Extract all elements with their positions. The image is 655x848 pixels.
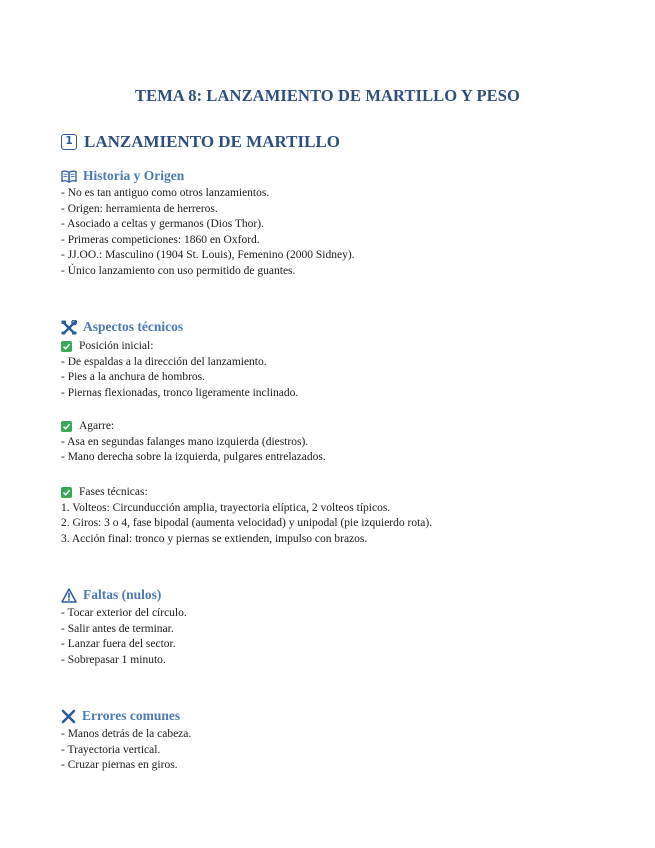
list-item: - Trayectoria vertical. [61, 743, 161, 756]
historia-list [61, 186, 355, 280]
list-item: 3. Acción final: tronco y piernas se extienden, impulso con brazos. [61, 532, 368, 545]
check-mark-icon [61, 487, 72, 498]
posicion-label: Posición inicial: [79, 340, 154, 352]
section-heading-text: LANZAMIENTO DE MARTILLO [84, 132, 341, 151]
errores-heading-text: Errores comunes [82, 708, 181, 723]
aspectos-heading-text: Aspectos técnicos [83, 319, 184, 334]
faltas-heading [61, 587, 161, 603]
list-item: - Sobrepasar 1 minuto. [61, 653, 166, 666]
list-item: - Piernas flexionadas, tronco ligeramente inclinado. [61, 386, 299, 399]
historia-heading-text: Historia y Origen [83, 168, 185, 183]
list-item: - Cruzar piernas en giros. [61, 759, 178, 772]
fases-label: Fases técnicas: [79, 486, 148, 498]
tools-icon [61, 320, 77, 335]
faltas-list [61, 606, 187, 668]
fases-block [61, 485, 432, 547]
list-item: - De espaldas a la dirección del lanzamiento. [61, 355, 267, 368]
posicion-block [61, 339, 298, 401]
agarre-label: Agarre: [79, 420, 115, 432]
cross-icon [61, 709, 76, 724]
list-item: - Mano derecha sobre la izquierda, pulgares entrelazados. [61, 451, 326, 464]
list-item: - Pies a la anchura de hombros. [61, 371, 206, 384]
list-item: - Asociado a celtas y germanos (Dios Thor). [61, 218, 264, 231]
keycap-number-icon: 1 [61, 134, 77, 150]
fases-label-row [61, 485, 432, 501]
errores-heading [61, 708, 180, 724]
aspectos-heading [61, 319, 183, 335]
errores-list [61, 727, 191, 774]
document-title: TEMA 8: LANZAMIENTO DE MARTILLO Y PESO [135, 86, 520, 105]
list-item: - Origen: herramienta de herreros. [61, 202, 218, 215]
book-icon [61, 170, 77, 183]
section-heading [61, 132, 340, 152]
list-item: - JJ.OO.: Masculino (1904 St. Louis), Femenino (2000 Sidney). [61, 249, 355, 262]
list-item: - Salir antes de terminar. [61, 622, 174, 635]
list-item: 2. Giros: 3 o 4, fase bipodal (aumenta velocidad) y unipodal (pie izquierdo rota). [61, 517, 433, 530]
check-mark-icon [61, 421, 72, 432]
warning-icon [61, 588, 77, 603]
list-item: - Manos detrás de la cabeza. [61, 728, 192, 740]
list-item: - Tocar exterior del círculo. [61, 607, 187, 619]
check-mark-icon [61, 341, 72, 352]
posicion-label-row [61, 339, 298, 355]
list-item: - Único lanzamiento con uso permitido de guantes. [61, 264, 296, 277]
list-item: 1. Volteos: Circunducción amplia, trayectoria elíptica, 2 volteos típicos. [61, 501, 391, 514]
list-item: - Primeras competiciones: 1860 en Oxford. [61, 233, 260, 246]
historia-heading [61, 168, 184, 184]
faltas-heading-text: Faltas (nulos) [83, 587, 162, 602]
agarre-label-row [61, 419, 326, 435]
list-item: - Lanzar fuera del sector. [61, 638, 176, 651]
agarre-block [61, 419, 326, 466]
list-item: - No es tan antiguo como otros lanzamientos. [61, 187, 270, 199]
list-item: - Asa en segundas falanges mano izquierda (diestros). [61, 435, 309, 448]
